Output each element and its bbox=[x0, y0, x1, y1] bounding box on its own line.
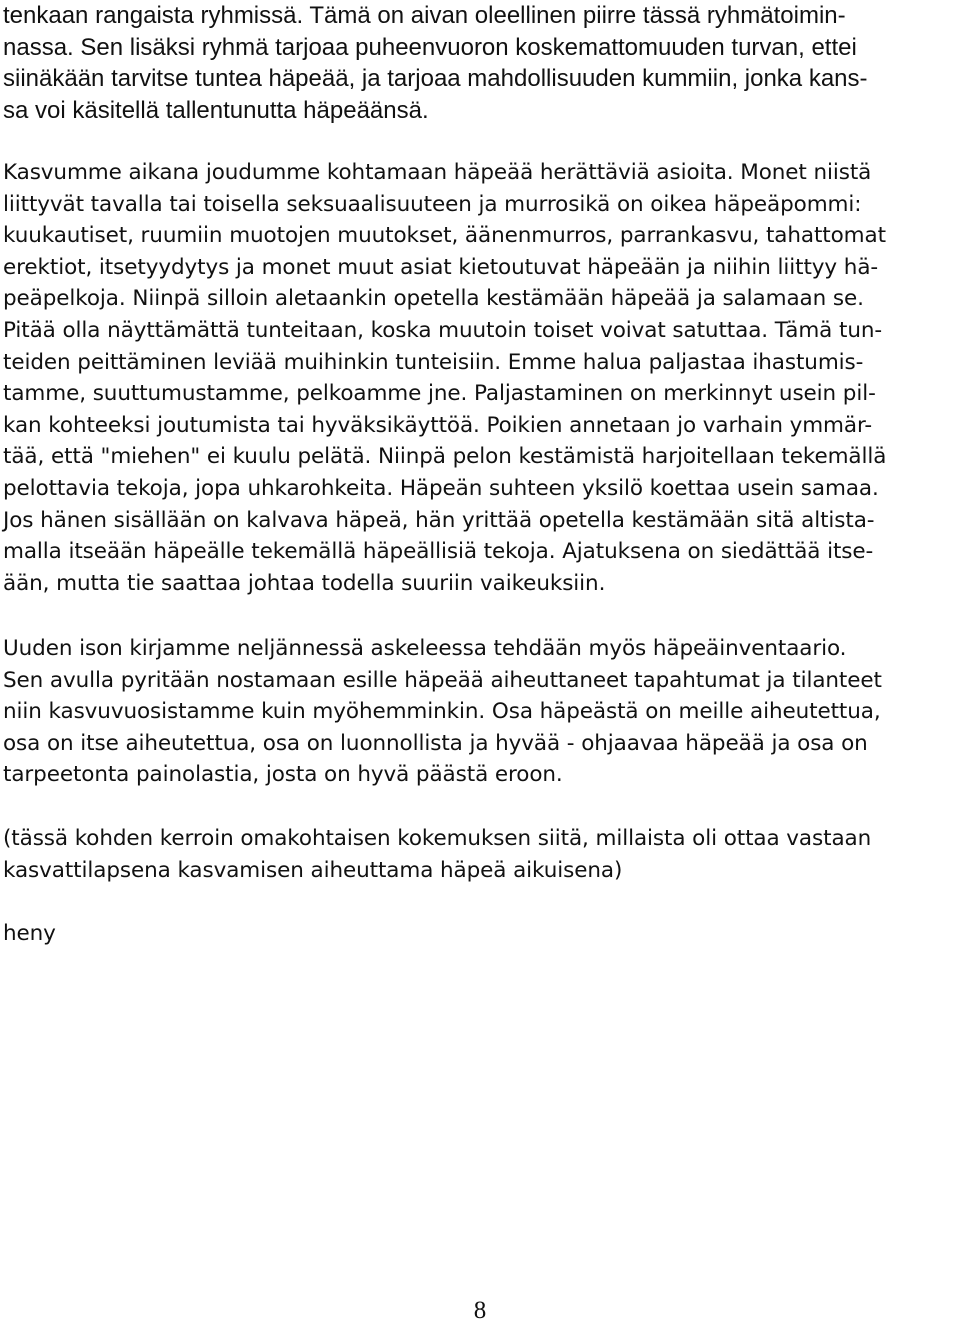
text-line: malla itseään häpeälle tekemällä häpeällisiä tekoja. Ajatuksena on siedättää itse- bbox=[3, 539, 874, 565]
text-line: Sen avulla pyritään nostamaan esille häpeää aiheuttaneet tapahtumat ja tilanteet bbox=[3, 667, 882, 693]
text-line: pelottavia tekoja, jopa uhkarohkeita. Häpeän suhteen yksilö koettaa usein samaa. bbox=[3, 475, 879, 501]
document-page bbox=[3, 0, 958, 1325]
text-line: niin kasvuvuosistamme kuin myöhemminkin. Osa häpeästä on meille aiheutettua, bbox=[3, 699, 881, 725]
text-line: ään, mutta tie saattaa johtaa todella suuriin vaikeuksiin. bbox=[3, 570, 606, 596]
text-line: tenkaan rangaista ryhmissä. Tämä on aivan oleellinen piirre tässä ryhmätoimin- bbox=[3, 2, 846, 29]
text-line: kan kohteeksi joutumista tai hyväksikäyttöä. Poikien annetaan jo varhain ymmär- bbox=[3, 412, 873, 438]
text-line: tarpeetonta painolastia, josta on hyvä päästä eroon. bbox=[3, 762, 563, 788]
text-line: liittyvät tavalla tai toisella seksuaalisuuteen ja murrosikä on oikea häpeäpommi: bbox=[3, 191, 862, 217]
text-line: Jos hänen sisällään on kalvava häpeä, hän yrittää opetella kestämään sitä altista- bbox=[3, 507, 875, 533]
text-line: osa on itse aiheutettua, osa on luonnollista ja hyvää - ohjaavaa häpeää ja osa on bbox=[3, 730, 868, 756]
text-line: nassa. Sen lisäksi ryhmä tarjoaa puheenvuoron koskemattomuuden turvan, ettei bbox=[3, 33, 857, 61]
text-line: peäpelkoja. Niinpä silloin aletaankin opetella kestämään häpeää ja salamaan se. bbox=[3, 286, 864, 312]
text-line: tamme, suuttumustamme, pelkoamme jne. Paljastaminen on merkinnyt usein pil- bbox=[3, 381, 876, 407]
text-line: (tässä kohden kerroin omakohtaisen kokemuksen siitä, millaista oli ottaa vastaan bbox=[3, 826, 872, 851]
paragraph-note bbox=[3, 823, 871, 886]
text-line: Kasvumme aikana joudumme kohtamaan häpeää herättäviä asioita. Monet niistä bbox=[3, 160, 872, 185]
signature: heny bbox=[3, 921, 56, 946]
text-line: teiden peittäminen leviää muihinkin tunteisiin. Emme halua paljastaa ihastumis- bbox=[3, 349, 864, 375]
text-line: Uuden ison kirjamme neljännessä askeleessa tehdään myös häpeäinventaario. bbox=[3, 636, 847, 661]
text-line: kuukautiset, ruumiin muotojen muutokset, äänenmurros, parrankasvu, tahattomat bbox=[3, 223, 886, 249]
signature-block bbox=[3, 918, 56, 950]
page-number: 8 bbox=[473, 1297, 487, 1324]
paragraph-group-support bbox=[3, 0, 868, 126]
paragraph-inventory bbox=[3, 633, 882, 791]
text-line: erektiot, itsetyydytys ja monet muut asiat kietoutuvat häpeään ja niihin liittyy hä- bbox=[3, 254, 879, 280]
text-line: siinäkään tarvitse tuntea häpeää, ja tarjoaa mahdollisuuden kummiin, jonka kans- bbox=[3, 65, 868, 92]
text-line: tää, että "miehen" ei kuulu pelätä. Niinpä pelon kestämistä harjoitellaan tekemällä bbox=[3, 444, 887, 470]
text-line: kasvattilapsena kasvamisen aiheuttama häpeä aikuisena) bbox=[3, 857, 623, 883]
paragraph-growing-up bbox=[3, 157, 886, 599]
text-line: Pitää olla näyttämättä tunteitaan, koska muutoin toiset voivat satuttaa. Tämä tun- bbox=[3, 317, 883, 343]
text-line: sa voi käsitellä tallentunutta häpeäänsä. bbox=[3, 96, 429, 124]
